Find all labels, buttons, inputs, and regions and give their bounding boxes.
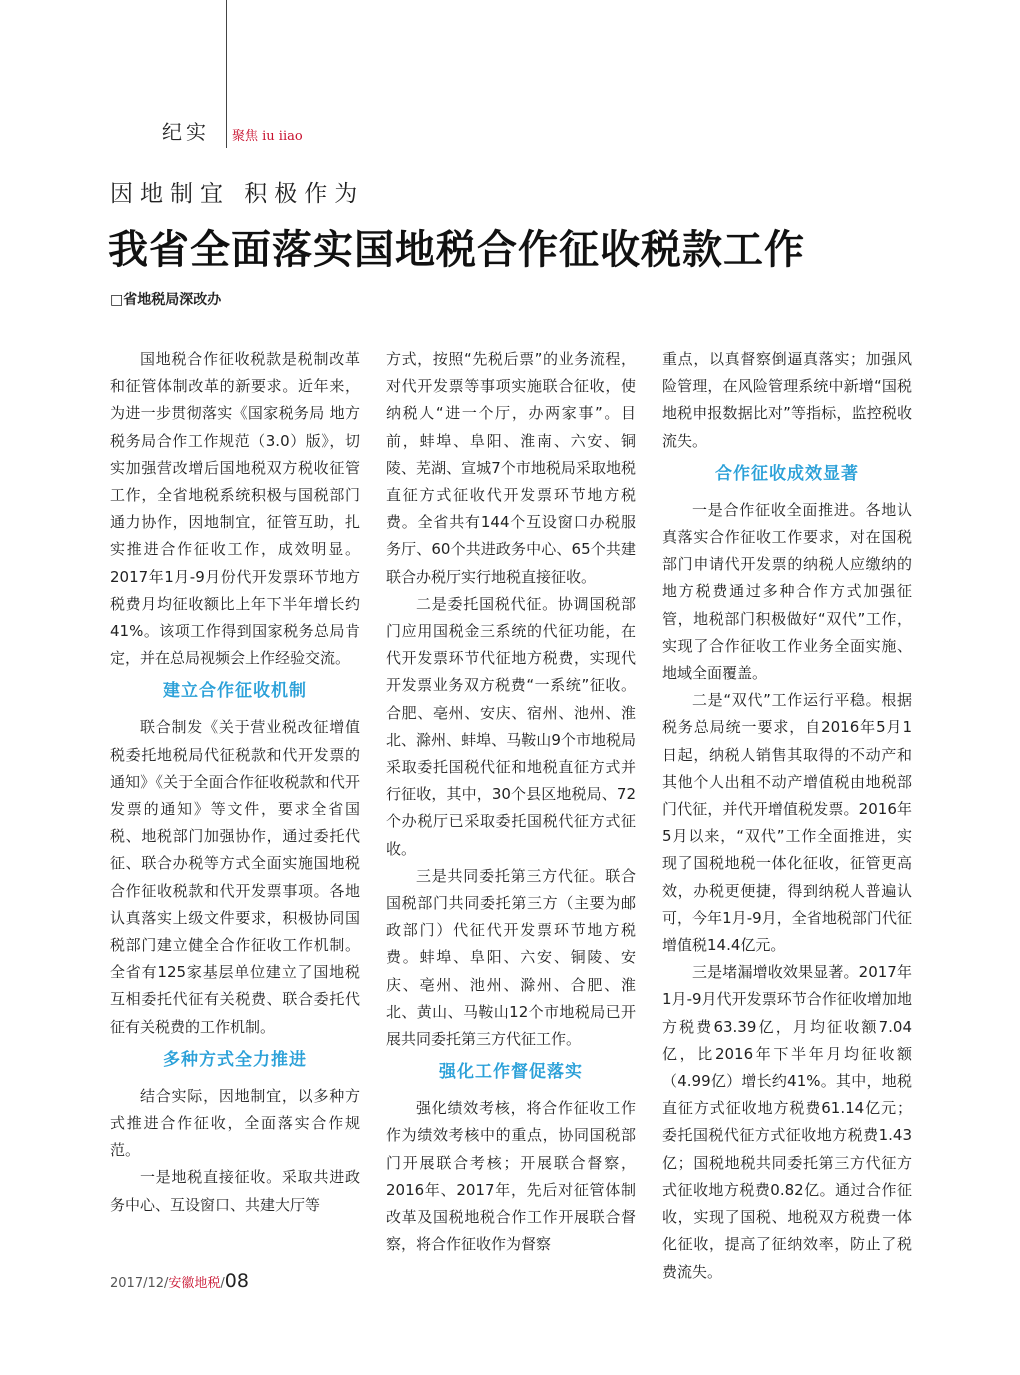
paragraph: 方式，按照“先税后票”的业务流程，对代开发票等事项实施联合征收，使纳税人“进一个厅，办两家事”。目前，蚌埠、阜阳、淮南、六安、铜陵、芜湖、宣城7个市地税局采取地税直征方式征收代开发票环节地方税费。全省共有144个互设窗口办税服务厅、60个共进政务中心、65个共建联合办税厅实行地税直接征收。 [386,350,636,586]
article-subtitle: 因地制宜 积极作为 [110,181,365,207]
article-title: 我省全面落实国地税合作征收税款工作 [108,227,805,273]
footer-magazine: 安徽地税 [168,1276,221,1291]
paragraph: 三是共同委托第三方代征。联合国税部门共同委托第三方（主要为邮政部门）代征代开发票环节地方税费。蚌埠、阜阳、六安、铜陵、安庆、亳州、池州、滁州、合肥、淮北、黄山、马鞍山12个市地税局已开展共同委托第三方代征工作。 [386,866,636,1049]
page-number: 08 [224,1270,249,1292]
column-tag: 聚焦 iu iiao [232,129,303,144]
text-column-3 [662,346,912,1286]
section-heading: 建立合作征收机制 [163,681,307,702]
paragraph: 三是堵漏增收效果显著。2017年1月-9月代开发票环节合作征收增加地方税费63.39亿，月均征收额7.04亿，比2016年下半年月均征收额（4.99亿）增长约41%。其中，地税直征方式征收地方税费61.14亿元；委托国税代征方式征收地方税费1.43亿；国税地税共同委托第三方代征方式征收地方税费0.82亿。通过合作征收，实现了国税、地税双方税费一体化征收，提高了征纳效率，防止了税费流失。 [662,963,912,1281]
paragraph: 结合实际，因地制宜，以多种方式推进合作征收，全面落实合作规范。 [110,1086,360,1160]
section-label: 纪实 [162,120,210,144]
paragraph: 重点，以真督察倒逼真落实；加强风险管理，在风险管理系统中新增“国税地税申报数据比对”等指标，监控税收流失。 [662,350,912,450]
paragraph: 一是地税直接征收。采取共进政务中心、互设窗口、共建大厅等 [110,1168,360,1214]
section-heading: 合作征收成效显著 [715,463,859,484]
footer-separator: / [220,1276,225,1291]
paragraph: 一是合作征收全面推进。各地认真落实合作征收工作要求，对在国税部门申请代开发票的纳税人应缴纳的地方税费通过多种合作方式加强征管，地税部门积极做好“双代”工作，实现了合作征收工作业务全面实施、地域全面覆盖。 [662,500,912,683]
paragraph: 强化绩效考核，将合作征收工作作为绩效考核中的重点，协同国税部门开展联合考核；开展联合督察，2016年、2017年，先后对征管体制改革及国税地税合作工作开展联合督察，将合作征收作为督察 [386,1099,636,1254]
text-column-2 [386,346,636,1259]
page-footer [110,1270,249,1292]
section-heading: 多种方式全力推进 [163,1049,307,1070]
footer-date: 2017/12/ [110,1276,169,1291]
paragraph: 联合制发《关于营业税改征增值税委托地税局代征税款和代开发票的通知》《关于全面合作征收税款和代开发票的通知》等文件，要求全省国税、地税部门加强协作，通过委托代征、联合办税等方式全面实施国地税合作征收税款和代开发票事项。各地认真落实上级文件要求，积极协同国税部门建立健全合作征收工作机制。全省有125家基层单位建立了国地税互相委托代征有关税费、联合委托代征有关税费的工作机制。 [110,718,360,1036]
paragraph: 国地税合作征收税款是税制改革和征管体制改革的新要求。近年来，为进一步贯彻落实《国家税务局 地方税务局合作工作规范（3.0）版》，切实加强营改增后国地税双方税收征管工作，全省地税系统积极与国税部门通力协作，因地制宜，征管互助，扎实推进合作征收工作，成效明显。2017年1月-9月份代开发票环节地方税费月均征收额比上年下半年增长约41%。该项工作得到国家税务总局肯定，并在总局视频会上作经验交流。 [110,350,360,668]
section-heading: 强化工作督促落实 [439,1062,583,1083]
paragraph: 二是委托国税代征。协调国税部门应用国税金三系统的代征功能，在代开发票环节代征地方税费，实现代开发票业务双方税费“一系统”征收。合肥、亳州、安庆、宿州、池州、淮北、滁州、蚌埠、马鞍山9个市地税局采取委托国税代征和地税直征方式并行征收，其中，30个县区地税局、72个办税厅已采取委托国税代征方式征收。 [386,594,636,858]
article-author: □省地税局深改办 [110,292,222,308]
paragraph: 二是“双代”工作运行平稳。根据税务总局统一要求，自2016年5月1日起，纳税人销售其取得的不动产和其他个人出租不动产增值税由地税部门代征，并代开增值税发票。2016年5月以来，“双代”工作全面推进，实现了国税地税一体化征收，征管更高效，办税更便捷，得到纳税人普遍认可，今年1月-9月，全省地税部门代征增值税14.4亿元。 [662,691,912,955]
text-column-1 [110,346,360,1219]
header-divider-line [226,0,227,148]
